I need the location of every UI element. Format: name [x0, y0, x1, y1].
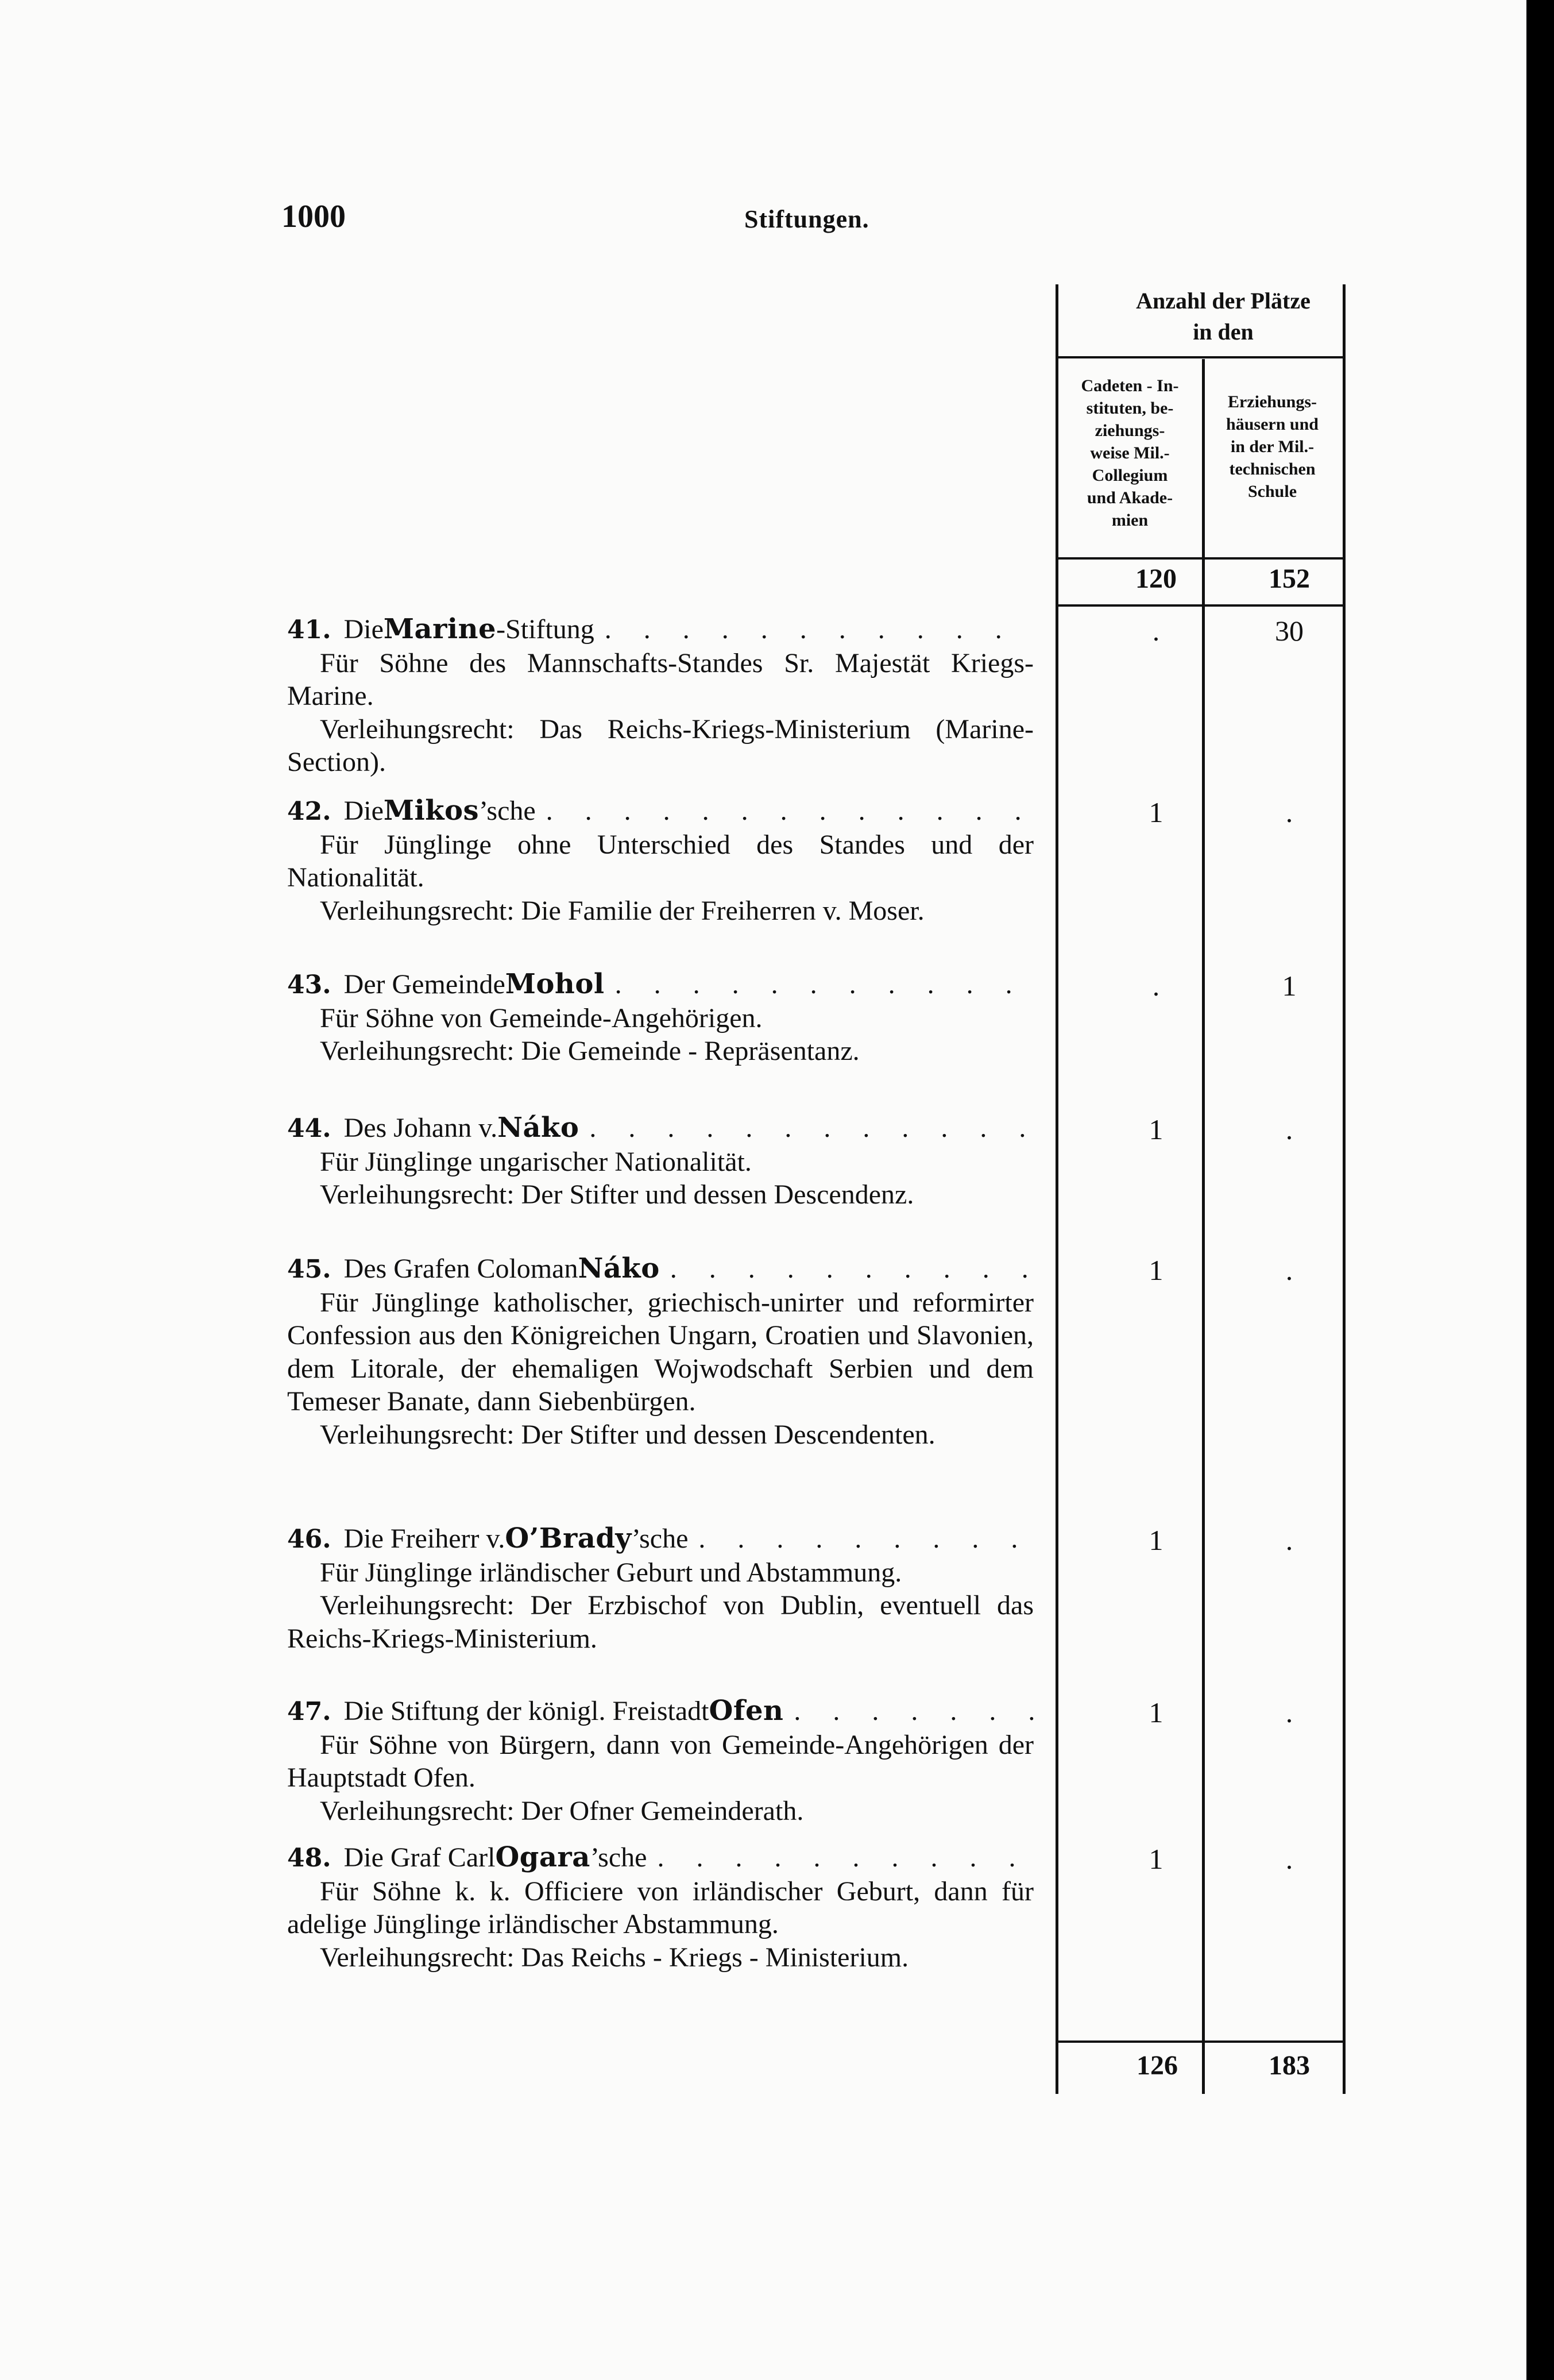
places-cadet-institutes: 1	[1149, 796, 1163, 828]
entry-eligibility: Für Jünglinge ungarischer Nationalität.	[320, 1146, 752, 1177]
entry-eligibility: Für Söhne von Bürgern, dann von Gemeinde-Angehörigen der Hauptstadt Ofen.	[287, 1729, 1034, 1793]
entry-title-suffix: -Stiftung	[496, 614, 594, 645]
dot-leader	[657, 1841, 1034, 1874]
entry-eligibility: Für Söhne k. k. Officiere von irländischer Geburt, dann für adelige Jünglinge irländischer Abstammung.	[287, 1876, 1034, 1939]
table-left-rule	[1056, 284, 1058, 2094]
col2-header-line: Schule	[1247, 482, 1297, 501]
entry-title-line	[287, 613, 1034, 647]
col2-header-line: häusern und	[1226, 415, 1319, 434]
foundation-entry	[287, 1695, 1034, 1827]
col1-header-line: Cadeten - In-	[1081, 376, 1179, 395]
entry-title-suffix: ’sche	[479, 796, 536, 826]
foundation-name: O’Brady	[505, 1522, 632, 1554]
foundation-entry	[287, 794, 1034, 927]
foundation-name: Ogara	[495, 1841, 590, 1873]
entry-grant-right: Verleihungsrecht: Der Ofner Gemeinderath.	[320, 1795, 804, 1826]
entry-eligibility: Für Jünglinge katholischer, griechisch-unirter und reformirter Confession aus den Königreichen Ungarn, Croatien und Slavonien, dem Litorale, der ehemaligen Wojwodschaft Serbien und dem Temeser Banate, dann Siebenbürgen.	[287, 1287, 1034, 1417]
entry-title-line	[287, 1695, 1034, 1729]
dot-leader	[698, 1522, 1034, 1556]
entry-number: 46.	[287, 1525, 331, 1554]
entry-title-prefix: Die	[343, 614, 384, 645]
col1-header-line: stituten, be-	[1086, 399, 1174, 418]
dot-leader	[605, 613, 1034, 646]
foundation-name: Ofen	[709, 1695, 784, 1727]
places-education-houses: .	[1285, 1254, 1293, 1286]
entry-number: 43.	[287, 970, 331, 1000]
table-right-rule	[1343, 284, 1346, 2094]
foundation-entry	[287, 613, 1034, 779]
dot-leader	[670, 1252, 1034, 1286]
entry-eligibility: Für Jünglinge irländischer Geburt und Abstammung.	[320, 1557, 902, 1588]
entry-number: 48.	[287, 1843, 331, 1873]
places-cadet-institutes: 1	[1149, 1524, 1163, 1556]
entry-grant-right: Verleihungsrecht: Der Stifter und dessen Descendenz.	[320, 1179, 914, 1210]
entry-title-line	[287, 1112, 1034, 1145]
table-main-header	[1103, 286, 1344, 348]
foundation-entry	[287, 1112, 1034, 1212]
places-education-houses: 1	[1282, 970, 1297, 1002]
places-cadet-institutes: 1	[1149, 1843, 1163, 1875]
col2-header-line: in der Mil.-	[1230, 437, 1315, 456]
col1-header-line: ziehungs-	[1095, 421, 1165, 440]
entry-title-line	[287, 1841, 1034, 1875]
places-education-houses: .	[1285, 1843, 1293, 1875]
main-header-line: Anzahl der Plätze	[1136, 288, 1311, 314]
foundation-name: Náko	[578, 1252, 660, 1284]
col1-header-line: und Akade-	[1087, 488, 1173, 507]
entry-title-suffix: ’sche	[631, 1523, 689, 1554]
dot-leader	[615, 968, 1034, 1001]
main-header-line: in den	[1193, 319, 1254, 345]
entry-title-prefix: Die Stiftung der königl. Freistadt	[343, 1696, 709, 1726]
foundation-name: Mikos	[383, 794, 480, 827]
entry-number: 47.	[287, 1697, 331, 1726]
entry-number: 45.	[287, 1255, 331, 1284]
places-cadet-institutes: .	[1152, 615, 1160, 647]
places-cadet-institutes: 1	[1149, 1254, 1163, 1286]
places-education-houses: 30	[1275, 615, 1304, 647]
places-cadet-institutes: .	[1152, 970, 1160, 1002]
places-education-houses: .	[1285, 1113, 1293, 1145]
carried-total-rule	[1056, 604, 1346, 607]
entry-title-line	[287, 794, 1034, 828]
entry-title-line	[287, 968, 1034, 1002]
entry-eligibility: Für Söhne des Mannschafts-Standes Sr. Majestät Kriegs-Marine.	[287, 647, 1034, 711]
entry-eligibility: Für Söhne von Gemeinde-Angehörigen.	[320, 1002, 763, 1033]
foundation-name: Marine	[383, 613, 497, 645]
header-divider-rule	[1056, 356, 1346, 358]
sum-col1: 126	[1136, 2050, 1178, 2081]
entry-title-prefix: Die	[343, 796, 384, 826]
sum-col2: 183	[1269, 2050, 1310, 2081]
entry-title-line	[287, 1252, 1034, 1286]
entry-number: 41.	[287, 615, 331, 645]
header-bottom-rule	[1056, 557, 1346, 560]
foundation-name: Mohol	[505, 968, 605, 1000]
entry-grant-right: Verleihungsrecht: Der Erzbischof von Dublin, eventuell das Reichs-Kriegs-Ministerium.	[287, 1590, 1034, 1654]
carried-over-col2: 152	[1269, 564, 1310, 594]
entry-title-prefix: Die Graf Carl	[343, 1842, 496, 1873]
entry-title-line	[287, 1522, 1034, 1556]
entry-grant-right: Verleihungsrecht: Das Reichs-Kriegs-Ministerium (Marine-Section).	[287, 713, 1034, 777]
places-education-houses: .	[1285, 796, 1293, 828]
foundation-entry	[287, 968, 1034, 1068]
entry-number: 42.	[287, 797, 331, 826]
col2-header-line: Erziehungs-	[1227, 392, 1317, 411]
sum-rule	[1056, 2040, 1346, 2043]
foundation-entry	[287, 1522, 1034, 1655]
col1-header-line: Collegium	[1092, 466, 1168, 485]
places-education-houses: .	[1285, 1696, 1293, 1729]
entry-title-suffix: ’sche	[590, 1842, 647, 1873]
entry-grant-right: Verleihungsrecht: Der Stifter und dessen Descendenten.	[320, 1419, 936, 1450]
running-title: Stiftungen.	[744, 205, 869, 233]
entry-eligibility: Für Jünglinge ohne Unterschied des Standes und der Nationalität.	[287, 829, 1034, 893]
foundation-entry	[287, 1841, 1034, 1974]
dot-leader	[589, 1112, 1034, 1145]
dot-leader	[546, 794, 1034, 828]
places-cadet-institutes: 1	[1149, 1113, 1163, 1145]
col1-header-line: mien	[1111, 511, 1149, 530]
entry-grant-right: Verleihungsrecht: Die Familie der Freiherren v. Moser.	[320, 895, 925, 926]
page-number: 1000	[281, 199, 346, 234]
entry-title-prefix: Die Freiherr v.	[343, 1523, 505, 1554]
col2-header-line: technischen	[1229, 460, 1316, 479]
foundation-entry	[287, 1252, 1034, 1451]
foundation-name: Náko	[497, 1112, 579, 1144]
col1-header-line: weise Mil.-	[1090, 443, 1170, 462]
column-header-education-houses	[1202, 391, 1343, 503]
dot-leader	[794, 1695, 1034, 1728]
entry-title-prefix: Der Gemeinde	[343, 969, 505, 1000]
entry-title-prefix: Des Johann v.	[343, 1113, 498, 1143]
entry-title-prefix: Des Grafen Coloman	[343, 1253, 578, 1284]
carried-over-col1: 120	[1135, 564, 1177, 594]
entry-grant-right: Verleihungsrecht: Das Reichs - Kriegs - Ministerium.	[320, 1942, 909, 1973]
places-education-houses: .	[1285, 1524, 1293, 1556]
places-cadet-institutes: 1	[1149, 1696, 1163, 1729]
column-header-cadet-institutes	[1060, 375, 1200, 531]
entry-grant-right: Verleihungsrecht: Die Gemeinde - Repräsentanz.	[320, 1036, 860, 1066]
entry-number: 44.	[287, 1114, 331, 1143]
